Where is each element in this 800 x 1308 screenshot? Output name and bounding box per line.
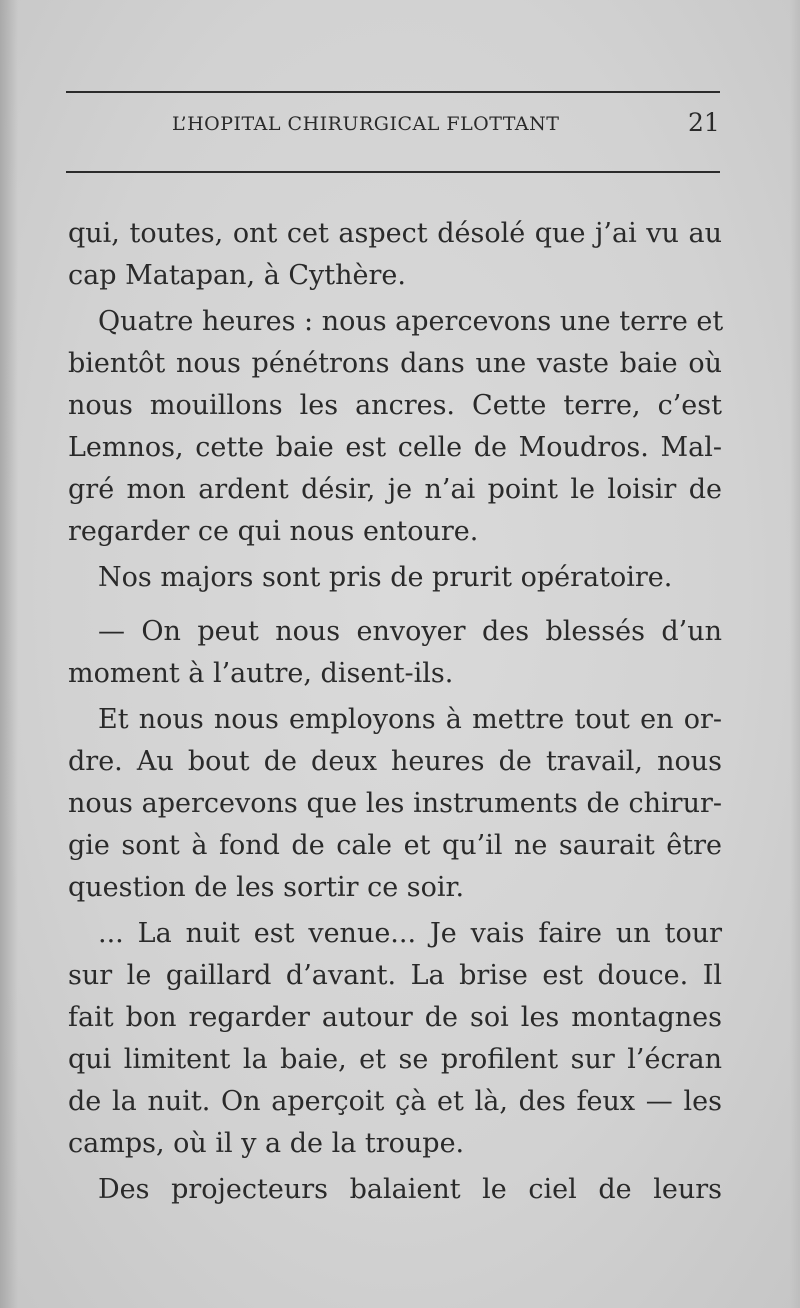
text-line: nous mouillons les ancres. Cette terre, c’est [68, 390, 722, 421]
text-line: camps, où il y a de la troupe. [68, 1128, 465, 1159]
text-line: fait bon regarder autour de soi les montagnes [68, 1002, 722, 1033]
text-line: Nos majors sont pris de prurit opératoire. [98, 562, 673, 593]
text-line: question de les sortir ce soir. [68, 872, 465, 903]
text-line: sur le gaillard d’avant. La brise est douce. Il [68, 960, 722, 991]
page-edge [790, 0, 800, 1308]
text-line: bientôt nous pénétrons dans une vaste baie où [68, 348, 722, 379]
page-number: 21 [688, 108, 720, 137]
running-title: L’HOPITAL CHIRURGICAL FLOTTANT [172, 113, 560, 135]
header-rule-bottom [66, 171, 720, 173]
text-line: — On peut nous envoyer des blessés d’un [98, 616, 722, 647]
text-line: Lemnos, cette baie est celle de Moudros. Mal- [68, 432, 722, 463]
binding-shadow [0, 0, 18, 1308]
header-rule-top [66, 91, 720, 93]
text-line: Quatre heures : nous apercevons une terre et [98, 306, 724, 337]
text-line: qui limitent la baie, et se profilent sur l’écran [68, 1044, 722, 1075]
text-line: regarder ce qui nous entoure. [68, 516, 479, 547]
text-line: nous apercevons que les instruments de chirur- [68, 788, 722, 819]
text-line: gie sont à fond de cale et qu’il ne saurait être [68, 830, 722, 861]
text-line: Des projecteurs balaient le ciel de leurs [98, 1174, 722, 1205]
text-line: cap Matapan, à Cythère. [68, 260, 406, 291]
text-line: qui, toutes, ont cet aspect désolé que j’ai vu au [68, 218, 722, 249]
text-line: gré mon ardent désir, je n’ai point le loisir de [68, 474, 722, 505]
text-line: dre. Au bout de deux heures de travail, nous [68, 746, 722, 777]
text-line: moment à l’autre, disent-ils. [68, 658, 454, 689]
text-line: ... La nuit est venue... Je vais faire un tour [98, 918, 722, 949]
text-line: Et nous nous employons à mettre tout en or- [98, 704, 722, 735]
text-line: de la nuit. On aperçoit çà et là, des feux — les [68, 1086, 722, 1117]
